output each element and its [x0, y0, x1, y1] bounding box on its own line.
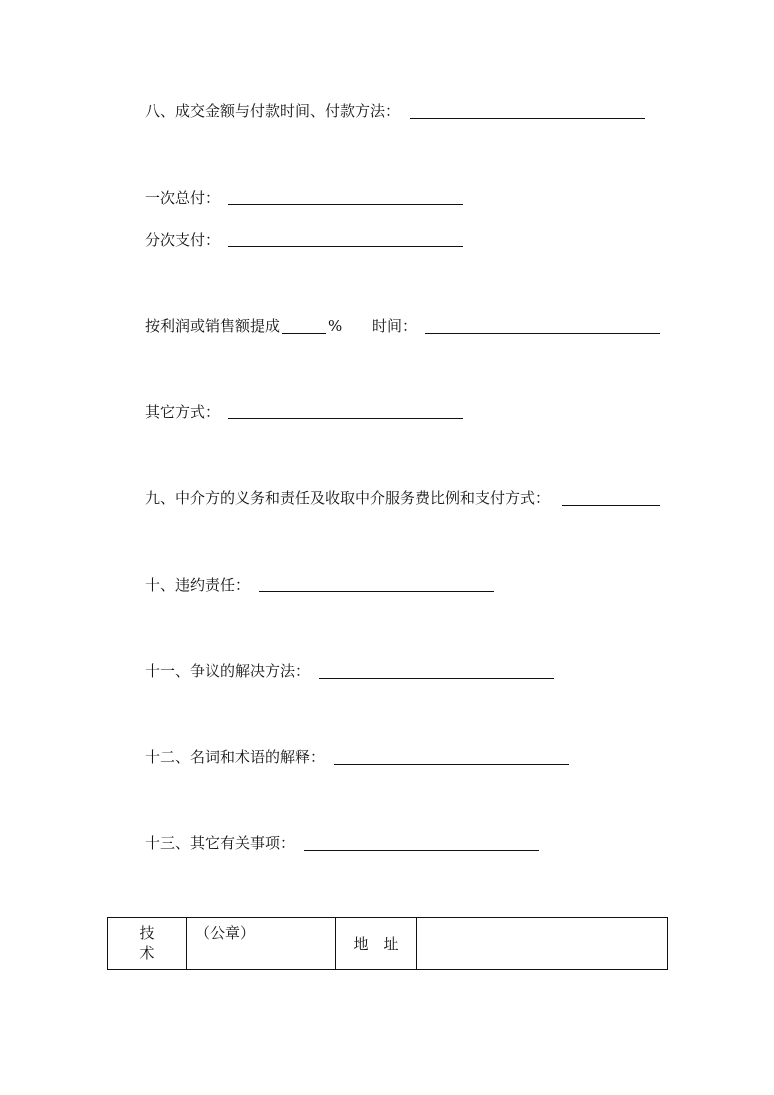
clause-13-blank[interactable] [304, 850, 539, 851]
clause-9-label: 九、中介方的义务和责任及收取中介服务费比例和支付方式： [145, 489, 551, 507]
lump-sum-blank[interactable] [228, 204, 463, 205]
seal-label: （公章） [195, 924, 256, 942]
clause-13-label: 十三、其它有关事项： [145, 834, 296, 852]
installment-label: 分次支付： [145, 231, 221, 249]
party-role-char-1: 技 [139, 924, 155, 942]
address-field[interactable] [417, 918, 668, 970]
clause-12-label: 十二、名词和术语的解释： [145, 748, 326, 766]
seal-cell[interactable] [187, 918, 336, 970]
lump-sum-label: 一次总付： [145, 189, 221, 207]
installment-blank[interactable] [228, 246, 463, 247]
clause-8-blank[interactable] [410, 118, 645, 119]
other-method-blank[interactable] [228, 418, 463, 419]
profit-share-percent-blank[interactable] [282, 333, 326, 334]
profit-share-label: 按利润或销售额提成 [145, 317, 281, 335]
profit-share-time-blank[interactable] [425, 333, 660, 334]
clause-10-label: 十、违约责任： [145, 576, 251, 594]
clause-9-blank[interactable] [562, 505, 660, 506]
party-role-char-2: 术 [139, 944, 155, 962]
address-label: 地 址 [336, 918, 417, 970]
percent-sign: % [328, 317, 343, 335]
clause-11-blank[interactable] [319, 678, 554, 679]
other-method-label: 其它方式： [145, 403, 221, 421]
clause-8-label: 八、成交金额与付款时间、付款方法： [145, 102, 401, 120]
clause-11-label: 十一、争议的解决方法： [145, 662, 311, 680]
clause-10-blank[interactable] [259, 591, 494, 592]
profit-share-time-label: 时间： [372, 317, 418, 335]
party-role-cell [108, 918, 187, 970]
clause-12-blank[interactable] [334, 764, 569, 765]
signature-table [107, 917, 668, 970]
table-row [108, 918, 668, 970]
